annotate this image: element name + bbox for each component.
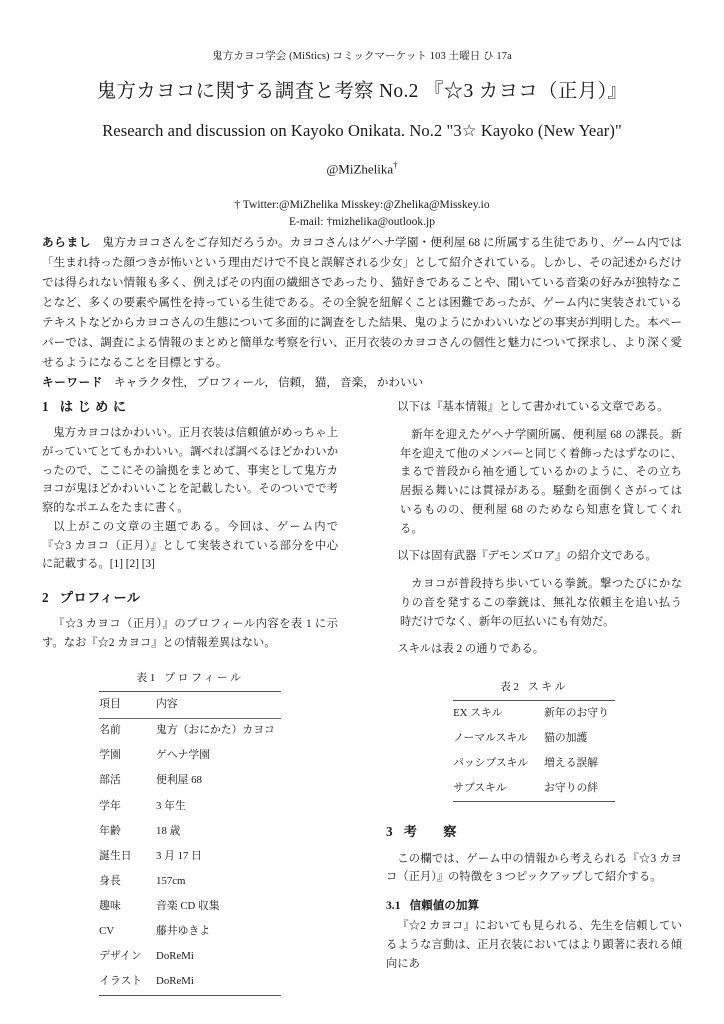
author-line xyxy=(0,160,724,178)
table-1-cell-key: 誕生日 xyxy=(99,849,132,862)
author-dagger: † xyxy=(393,160,398,171)
abstract-text: 鬼方カヨコさんをご存知だろうか。カヨコさんはゲヘナ学園・便利屋 68 に所属する生徒であり、ゲーム内では「生まれ持った顔つきが怖いという理由だけで不良と誤解される少女」として紹介されている。しかし、その記述からだけでは得られない情報も多く、例えばその内面の繊細さであったり、猫好きであることや、聞いている音楽の好みが独特なことなど、多くの要素や属性を持っている生徒である。その全貌を紐解くことは困難であったが、ゲーム内に実装されているテキストなどからカヨコさんの生態について多面的に調査をした結果、鬼のようにかわいいなどの事実が判明した。本ペーパーでは、調査による情報のまとめと簡単な考察を行い、正月衣装のカヨコさんの個性と魅力について探求し、より深く愛せるようになることを目標とする。 xyxy=(42,236,682,369)
table-1-caption-title: プロフィール xyxy=(164,671,244,684)
table-1-cell-key: 身長 xyxy=(99,874,121,887)
section-3-paragraph-1: この欄では、ゲーム中の情報から考えられる『☆3 カヨコ（正月）』の特徴を 3 つピックアップして紹介する。 xyxy=(386,852,682,884)
table-2-caption-title: スキル xyxy=(527,681,568,693)
keyword-item: プロフィール， xyxy=(196,375,276,389)
table-2-cell-value: 増える誤解 xyxy=(544,756,599,769)
table-1-cell-key: CV xyxy=(99,925,115,938)
keyword-item: キャラクタ性， xyxy=(113,375,195,389)
keywords-list xyxy=(114,376,425,389)
abstract-paragraph xyxy=(42,233,682,373)
table-1-cell-value: DoReMi xyxy=(156,950,194,963)
paper-title-japanese: 鬼方カヨコに関する調査と考察 No.2 『☆3 カヨコ（正月）』 xyxy=(96,81,628,102)
table-1-cell-value: 音楽 CD 収集 xyxy=(156,900,220,913)
table-1-cell-value: 18 歳 xyxy=(156,824,181,837)
table-2-cell-value: 新年のお守り xyxy=(544,700,615,726)
table-1-cell-key: 名前 xyxy=(99,718,156,744)
table-row xyxy=(453,700,615,726)
keyword-item: かわいい xyxy=(376,375,424,389)
table-1-cell-key: イラスト xyxy=(99,970,156,996)
table-row xyxy=(99,920,281,945)
table-1-cell-value: 藤井ゆきよ xyxy=(156,925,211,938)
table-row xyxy=(453,751,615,776)
table-1-cell-value: ゲヘナ学園 xyxy=(156,749,211,762)
table-1-cell-value: 鬼方（おにかた）カヨコ xyxy=(156,718,281,744)
table-row xyxy=(99,794,281,819)
right-lead-1: 以下は『基本情報』として書かれている文章である。 xyxy=(397,401,669,413)
table-2-wrapper xyxy=(386,679,682,802)
table-1-cell-value: 便利屋 68 xyxy=(156,774,202,787)
keyword-item: 信頼， xyxy=(278,375,313,389)
abstract-block xyxy=(42,233,682,393)
table-1-cell-value: 3 年生 xyxy=(156,799,186,812)
table-2-cell-key: サブスキル xyxy=(453,776,544,802)
section-1-paragraph-2: 以上がこの文章の主題である。今回は、ゲーム内で『☆3 カヨコ（正月）』として実装されている部分を中心に記載する。[1] [2] [3] xyxy=(42,520,338,571)
table-row xyxy=(99,970,281,996)
table-row xyxy=(99,718,281,744)
table-2-skills xyxy=(453,679,615,802)
table-1-cell-key: 趣味 xyxy=(99,900,121,913)
right-lead-3: スキルは表 2 の通りである。 xyxy=(397,643,545,656)
table-1-header-row xyxy=(99,691,281,718)
section-1-paragraph-1: 鬼方カヨコはかわいい。正月衣装は信頼値がめっちゃ上がっていてとてもかわいい。調べれば調べるほどかわいかったので、ここにその論拠をまとめて、事実として鬼方カヨコが鬼ほどかわいいことを記載したい。そのついでで考察的なポエムをたまに書く。 xyxy=(42,427,338,515)
table-1-cell-key: 年齢 xyxy=(99,824,121,837)
section-3-number: 3 xyxy=(386,824,393,840)
table-1-profile xyxy=(99,670,281,996)
section-2-title: プロフィール xyxy=(59,590,141,606)
right-column xyxy=(386,398,682,973)
section-2-number: 2 xyxy=(42,590,49,606)
abstract-label: あらまし xyxy=(42,236,92,249)
title-block xyxy=(0,78,724,232)
author-name: @MiZhelika xyxy=(326,161,394,177)
table-1-cell-value: 157cm xyxy=(156,874,186,887)
table-row xyxy=(99,945,281,970)
section-2-heading xyxy=(42,589,338,606)
table-row xyxy=(99,769,281,794)
quote-basic-info: 新年を迎えたゲヘナ学園所属、便利屋 68 の課長。新年を迎えて他のメンバーと同じく着飾ったはずなのに、まるで普段から袖を通しているかのように、その立ち居振る舞いには貫禄がある。騒動を面倒くさがってはいるものの、便利屋 68 のためなら知恵を貸してくれる。 xyxy=(400,428,682,535)
left-column xyxy=(42,398,338,1002)
table-1-cell-value: 3 月 17 日 xyxy=(156,849,202,862)
section-3-title-char-1: 考 xyxy=(403,824,418,840)
table-2-cell-value: お守りの絆 xyxy=(544,776,615,802)
table-1-caption-number: 表 1 xyxy=(136,671,156,684)
section-1-title: はじめに xyxy=(59,399,131,414)
table-1-wrapper xyxy=(42,670,338,996)
table-1-cell-value: DoReMi xyxy=(156,970,281,996)
quote-weapon-demons-lore: カヨコが普段持ち歩いている拳銃。撃つたびにかなりの音を発するこの拳銃は、無礼な依頼主を追い払う時だけでなく、新年の厄払いにも有効だ。 xyxy=(400,578,682,628)
section-3-1-title: 信頼値の加算 xyxy=(409,899,480,913)
table-1-head xyxy=(99,691,281,718)
table-1-cell-key: 学園 xyxy=(99,749,121,762)
table-1-header-cell: 内容 xyxy=(156,691,281,718)
section-1-heading xyxy=(42,398,338,415)
running-header: 鬼方カヨコ学会 (MiStics) コミックマーケット 103 土曜日 ひ 17a xyxy=(212,51,512,62)
keywords-paragraph xyxy=(42,373,682,393)
table-2-caption-number: 表 2 xyxy=(499,681,519,693)
right-lead-2: 以下は固有武器『デモンズロア』の紹介文である。 xyxy=(397,550,657,563)
section-3-1-heading xyxy=(386,898,682,913)
table-2-body xyxy=(453,700,615,801)
table-2-cell-value: 猫の加護 xyxy=(544,731,588,744)
contact-social: † Twitter:@MiZhelika Misskey:@Zhelika@Misskey.io xyxy=(234,198,490,211)
table-row xyxy=(99,869,281,894)
table-row xyxy=(99,894,281,919)
section-3-title-char-2: 察 xyxy=(443,824,457,840)
keyword-item: 音楽， xyxy=(340,375,375,389)
contact-block xyxy=(0,197,724,233)
table-2-cell-key: ノーマルスキル xyxy=(453,731,528,744)
section-1-number: 1 xyxy=(42,399,49,414)
section-3-heading xyxy=(386,823,682,840)
section-3-1-number: 3.1 xyxy=(386,899,401,913)
keywords-label: キーワード xyxy=(42,375,103,389)
table-row xyxy=(453,726,615,751)
table-1-body xyxy=(99,718,281,995)
paper-title-english: Research and discussion on Kayoko Onikata. No.2 "3☆ Kayoko (New Year)" xyxy=(102,121,622,141)
table-row xyxy=(99,844,281,869)
table-row xyxy=(99,819,281,844)
table-2-caption xyxy=(453,679,615,700)
table-row xyxy=(99,744,281,769)
table-1-cell-key: 学年 xyxy=(99,799,121,812)
section-2-paragraph-1: 『☆3 カヨコ（正月）』のプロフィール内容を表 1 に示す。なお『☆2 カヨコ』との情報差異はない。 xyxy=(42,618,338,650)
contact-email: E-mail: †mizhelika@outlook.jp xyxy=(288,216,435,229)
table-row xyxy=(453,776,615,802)
keyword-item: 猫， xyxy=(314,375,338,389)
section-3-1-paragraph-1: 『☆2 カヨコ』においても見られる、先生を信頼しているような言動は、正月衣装においてはより顕著に表れる傾向にあ xyxy=(386,920,682,970)
table-1-caption xyxy=(99,670,281,691)
table-1-cell-key: デザイン xyxy=(99,950,142,963)
table-1-cell-key: 部活 xyxy=(99,774,121,787)
table-2-cell-key: EX スキル xyxy=(453,700,544,726)
table-1-header-cell: 項目 xyxy=(99,691,156,718)
table-2-cell-key: パッシブスキル xyxy=(453,756,529,769)
